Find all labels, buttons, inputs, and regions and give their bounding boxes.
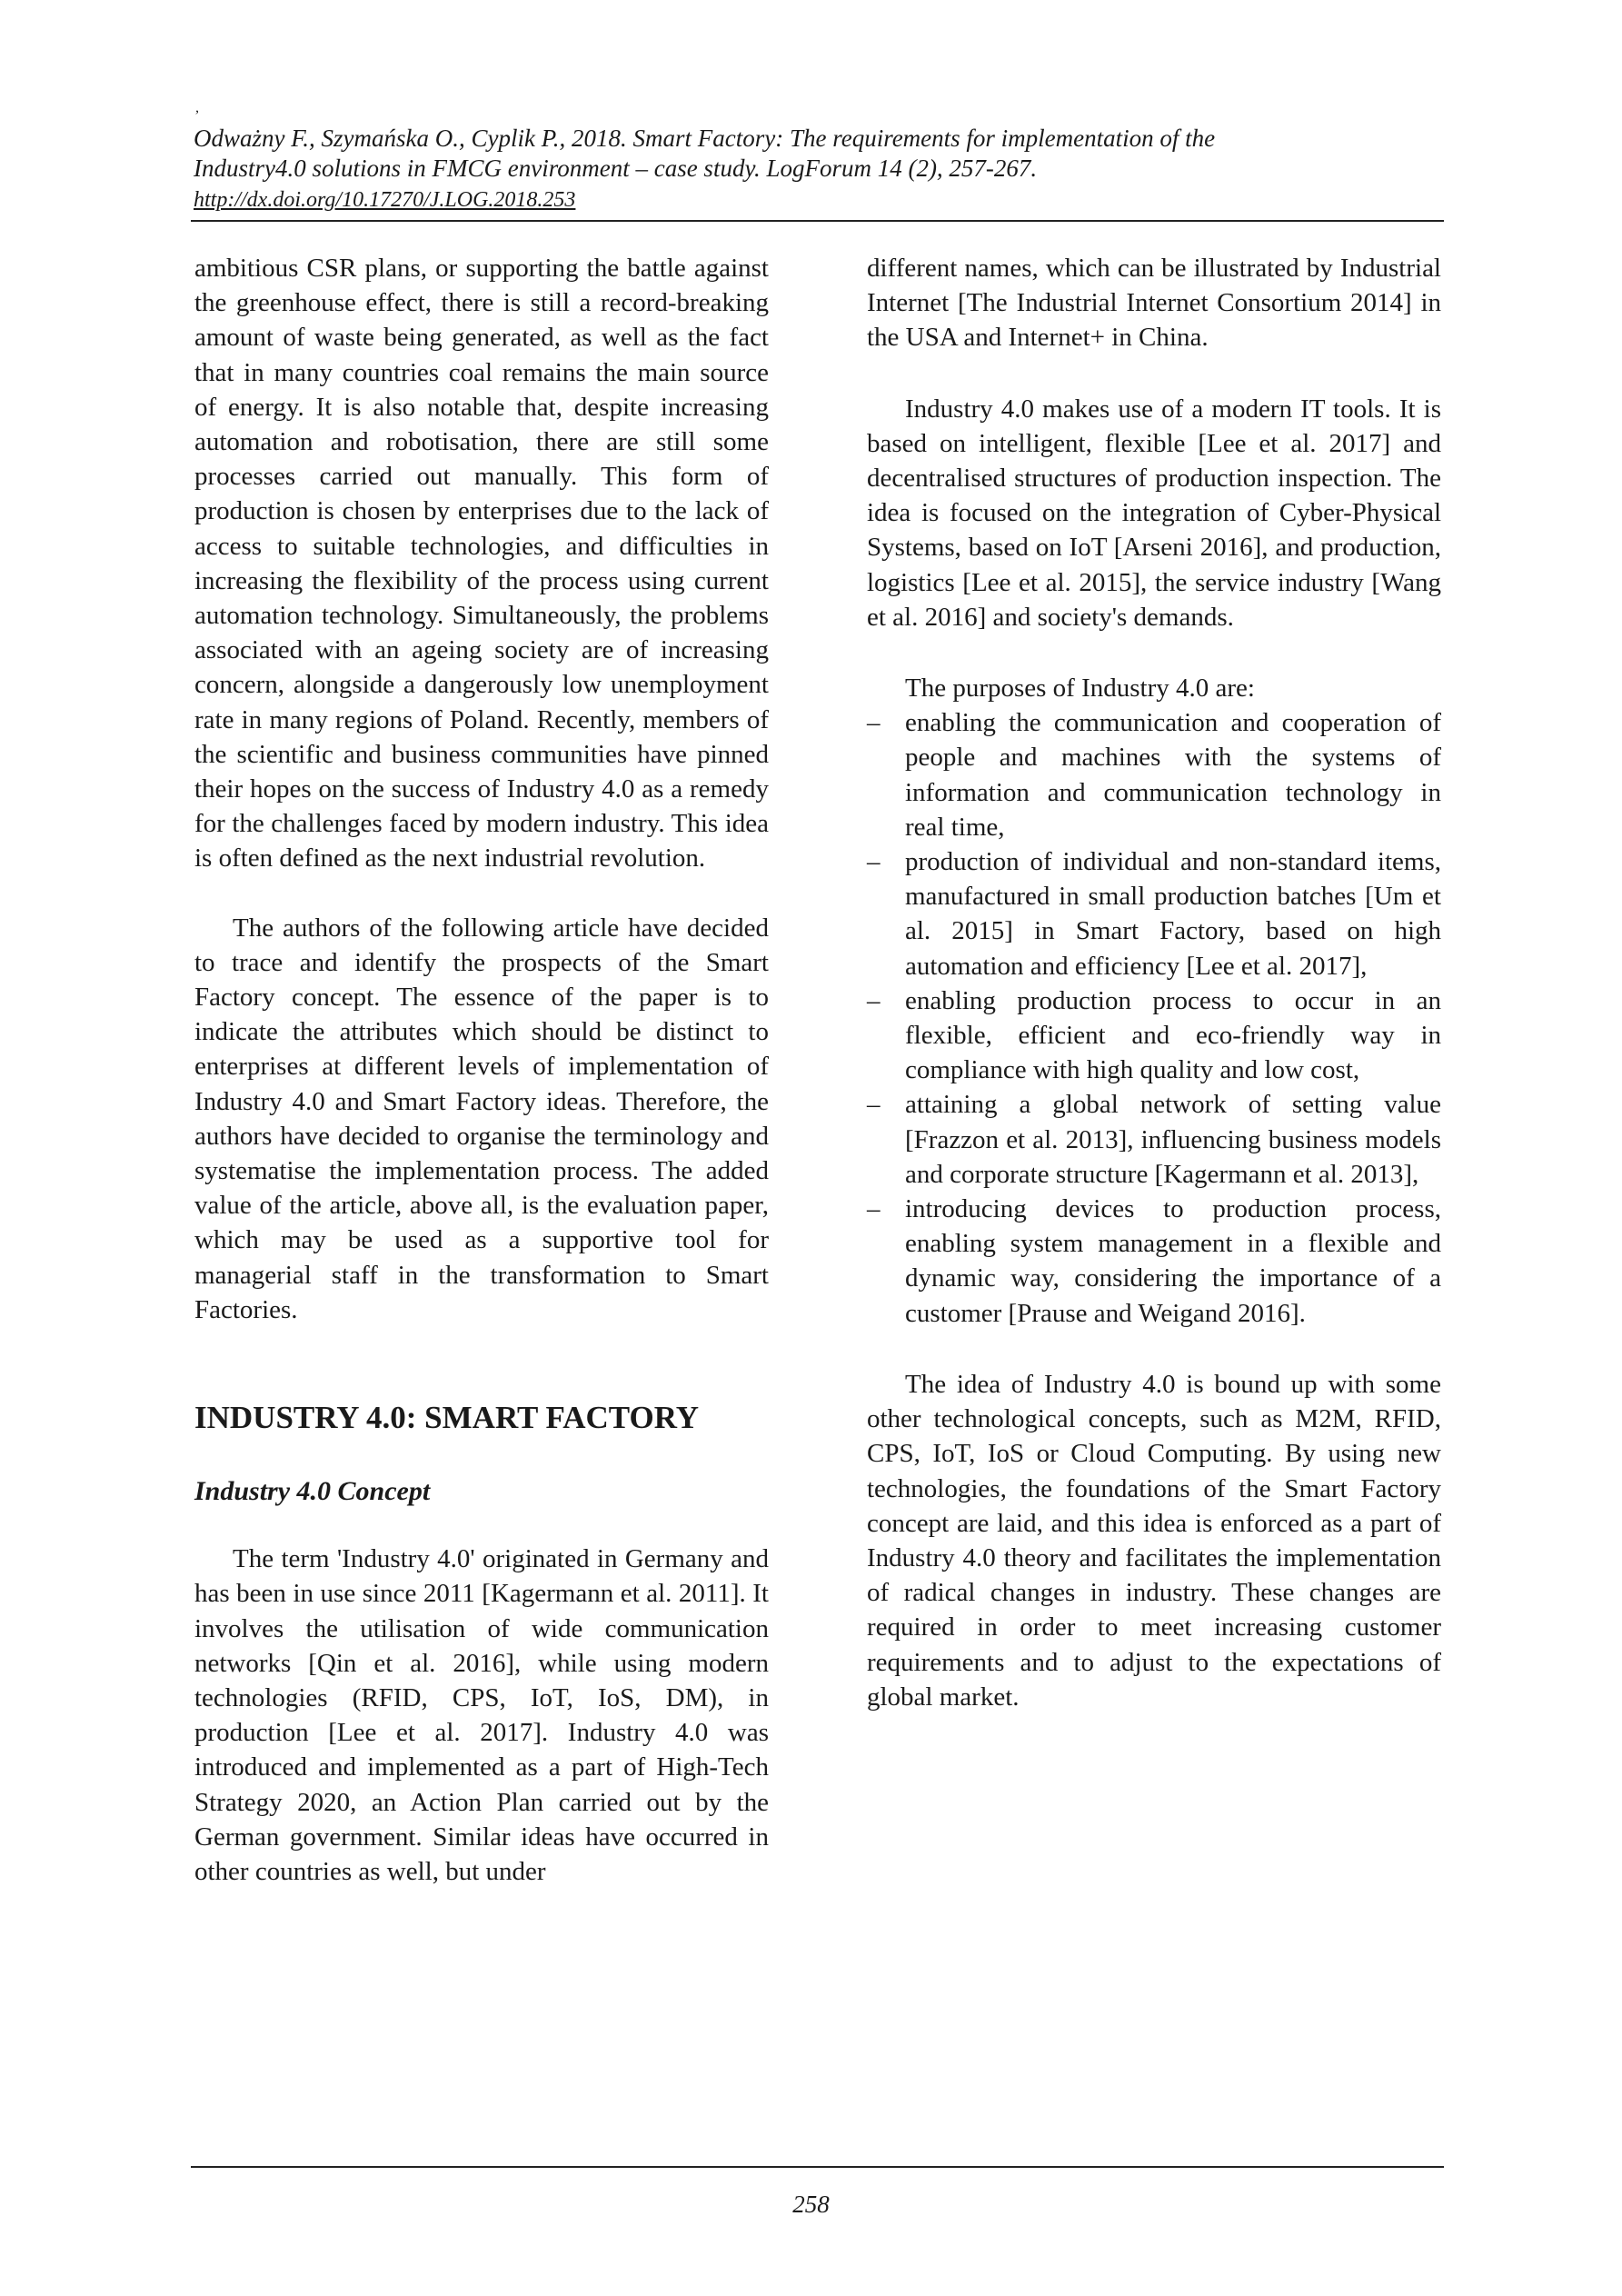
dash-bullet: – [867,1090,881,1120]
dash-bullet: – [867,985,881,1015]
citation-line-1: Odważny F., Szymańska O., Cyplik P., 2018. Smart Factory: The requirements for implementation of the [194,125,1216,152]
doi-link[interactable]: http://dx.doi.org/10.17270/J.LOG.2018.253 [194,188,576,212]
list-item: – production of individual and non-standard items, manufactured in small production batches [Um et al. 2015] in Smart Factory, based on high automation and efficiency [Lee et al. 2017], [867,844,1441,983]
left-column [194,251,769,1889]
list-item: – introducing devices to production process, enabling system management in a flexible and dynamic way, considering the importance of a customer [Prause and Weigand 2016]. [867,1192,1441,1331]
paragraph: The idea of Industry 4.0 is bound up with some other technological concepts, such as M2M, RFID, CPS, IoT, IoS or Cloud Computing. By using new technologies, the foundations of the Smart Factory concept are laid, and this idea is enforced as a part of Industry 4.0 theory and facilitates the implementation of radical changes in industry. These changes are required in order to meet increasing customer requirements and to adjust to the expectations of global market. [867,1369,1441,1712]
dash-bullet: – [867,1194,881,1224]
running-header [194,102,1443,215]
list-item: – attaining a global network of setting value [Frazzon et al. 2013], influencing business models and corporate structure [Kagermann et al. 2013], [867,1087,1441,1192]
paragraph: ambitious CSR plans, or supporting the battle against the greenhouse effect, there is still a record-breaking amount of waste being generated, as well as the fact that in many countries coal remains the main source of energy. It is also notable that, despite increasing automation and robotisation, there are still some processes carried out manually. This form of production is chosen by enterprises due to the lack of access to suitable technologies, and difficulties in increasing the flexibility of the process using current automation technology. Simultaneously, the problems associated with an ageing society are of increasing concern, alongside a dangerously low unemployment rate in many regions of Poland. Recently, members of the scientific and business communities have pinned their hopes on the success of Industry 4.0 as a remedy for the challenges faced by modern industry. This idea is often defined as the next industrial revolution. [194,254,769,873]
list-item: – enabling the communication and cooperation of people and machines with the systems of information and communication technology in real time, [867,705,1441,844]
header-divider [191,220,1444,222]
list-item: – enabling production process to occur in an flexible, efficient and eco-friendly way in compliance with high quality and low cost, [867,983,1441,1088]
purposes-list [867,705,1441,1331]
page-number: 258 [792,2191,830,2218]
citation-line-2: Industry4.0 solutions in FMCG environment – case study. LogForum 14 (2), 257-267. [194,155,1038,182]
header-mark: , [195,100,199,115]
list-intro: The purposes of Industry 4.0 are: [905,674,1255,704]
paragraph: The term 'Industry 4.0' originated in Germany and has been in use since 2011 [Kagermann et al. 2011]. It involves the utilisation of wide communication networks [Qin et al. 2016], while using modern technologies (RFID, CPS, IoT, IoS, DM), in production [Lee et al. 2017]. Industry 4.0 was introduced and implemented as a part of High-Tech Strategy 2020, an Action Plan carried out by the German government. Similar ideas have occurred in other countries as well, but under [194,1544,769,1886]
section-heading: INDUSTRY 4.0: SMART FACTORY [194,1400,700,1436]
paragraph: different names, which can be illustrated by Industrial Internet [The Industrial Internet Consortium 2014] in the USA and Internet+ in China. [867,254,1441,353]
footer-divider [191,2166,1444,2168]
subsection-heading: Industry 4.0 Concept [194,1476,431,1507]
paragraph: The authors of the following article have decided to trace and identify the prospects of the Smart Factory concept. The essence of the paper is to indicate the attributes which should be distinct to enterprises at different levels of implementation of Industry 4.0 and Smart Factory ideas. Therefore, the authors have decided to organise the terminology and systematise the implementation process. The added value of the article, above all, is the evaluation paper, which may be used as a supportive tool for managerial staff in the transformation to Smart Factories. [194,913,769,1324]
paragraph: Industry 4.0 makes use of a modern IT tools. It is based on intelligent, flexible [Lee et al. 2017] and decentralised structures of production inspection. The idea is focused on the integration of Cyber-Physical Systems, based on IoT [Arseni 2016], and production, logistics [Lee et al. 2015], the service industry [Wang et al. 2016] and society's demands. [867,394,1441,632]
right-column [867,251,1441,1714]
dash-bullet: – [867,847,881,877]
dash-bullet: – [867,708,881,738]
